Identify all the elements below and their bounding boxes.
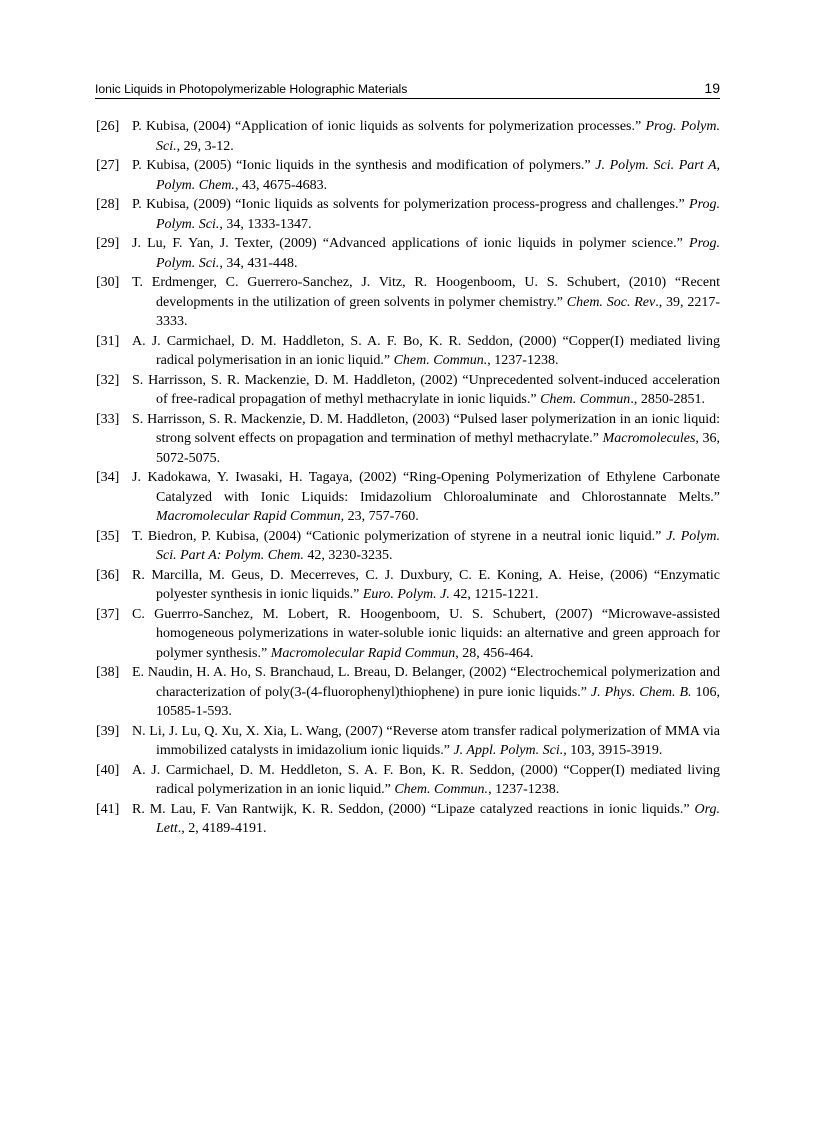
reference-journal: Chem. Soc. Rev <box>566 294 656 310</box>
reference-journal: Prog. Polym. Sci. <box>156 197 721 232</box>
reference-details: ., 2, 4189-4191. <box>177 821 267 836</box>
reference-item <box>96 722 720 761</box>
reference-journal: J. Phys. Chem. B. <box>590 684 692 700</box>
reference-item <box>96 410 720 469</box>
reference-details: , 34, 431-448. <box>219 255 298 271</box>
reference-number: [40] <box>96 762 120 778</box>
reference-journal: Euro. Polym. J. <box>362 587 450 602</box>
reference-details: , 23, 757-760. <box>340 509 419 524</box>
reference-details: ., 2850-2851. <box>630 392 705 407</box>
reference-item <box>96 234 720 273</box>
reference-text: J. Lu, F. Yan, J. Texter, (2009) “Advanced applications of ionic liquids in polymer science.” <box>132 236 683 251</box>
reference-list <box>96 117 720 839</box>
reference-number: [35] <box>96 528 120 544</box>
reference-details: ., 39, 2217-3333. <box>156 294 721 329</box>
reference-details: , 103, 3915-3919. <box>563 743 663 758</box>
running-title: Ionic Liquids in Photopolymerizable Holographic Materials <box>95 82 408 96</box>
reference-journal: J. Polym. Sci. Part A: Polym. Chem. <box>156 528 721 563</box>
reference-journal: Chem. Commun <box>540 392 631 407</box>
reference-details: 42, 1215-1221. <box>449 587 539 602</box>
reference-item <box>96 156 720 195</box>
reference-number: [39] <box>96 723 120 739</box>
reference-number: [33] <box>96 411 120 427</box>
reference-number: [29] <box>96 236 120 251</box>
reference-number: [32] <box>96 372 120 388</box>
reference-number: [36] <box>96 567 120 583</box>
reference-journal: J. Appl. Polym. Sci. <box>453 743 564 758</box>
reference-item <box>96 605 720 664</box>
reference-item <box>96 273 720 332</box>
reference-item <box>96 761 720 800</box>
reference-item <box>96 117 720 156</box>
reference-text: S. Harrisson, S. R. Mackenzie, D. M. Haddleton, (2003) “Pulsed laser polymerization in an ionic liquid: strong solvent effects on propagation and termination of methyl methacrylate.” <box>132 411 720 446</box>
reference-details: , 43, 4675-4683. <box>234 177 328 193</box>
reference-journal: Org. Lett <box>156 801 720 836</box>
reference-journal: Macromolecular Rapid Commun <box>270 645 456 661</box>
reference-number: [31] <box>96 333 120 349</box>
reference-item <box>96 468 720 527</box>
reference-text: J. Kadokawa, Y. Iwasaki, H. Tagaya, (2002) “Ring-Opening Polymerization of Ethylene Carbonate Catalyzed with Ionic Liquids: Imidazolium Chloroaluminate and Chlorostannate Melts.” <box>132 470 720 505</box>
reference-journal: Prog. Polym. Sci. <box>156 236 721 271</box>
reference-text: T. Biedron, P. Kubisa, (2004) “Cationic polymerization of styrene in a neutral ionic liquid.” <box>132 528 662 544</box>
reference-text: R. M. Lau, F. Van Rantwijk, K. R. Seddon, (2000) “Lipaze catalyzed reactions in ionic liquids.” <box>132 801 690 817</box>
reference-item <box>96 663 720 722</box>
reference-number: [26] <box>96 119 120 134</box>
reference-text: P. Kubisa, (2009) “Ionic liquids as solvents for polymerization process-progress and challenges.” <box>132 197 685 212</box>
reference-text: A. J. Carmichael, D. M. Heddleton, S. A. F. Bon, K. R. Seddon, (2000) “Copper(I) mediated living radical polymerization in an ionic liquid.” <box>132 762 720 797</box>
page-header <box>95 78 720 99</box>
reference-details: , 1237-1238. <box>487 353 559 368</box>
reference-details: 106, 10585-1-593. <box>156 684 720 719</box>
reference-item <box>96 371 720 410</box>
reference-number: [27] <box>96 158 120 173</box>
reference-number: [41] <box>96 801 120 817</box>
reference-text: P. Kubisa, (2005) “Ionic liquids in the synthesis and modification of polymers.” <box>132 158 591 173</box>
reference-details: 42, 3230-3235. <box>303 548 393 563</box>
reference-number: [38] <box>96 665 120 680</box>
reference-journal: Chem. Commun. <box>393 353 488 368</box>
reference-text: N. Li, J. Lu, Q. Xu, X. Xia, L. Wang, (2007) “Reverse atom transfer radical polymerization of MMA via immobilized catalysts in imidazolium ionic liquids.” <box>132 723 720 758</box>
reference-details: , 28, 456-464. <box>455 645 534 661</box>
reference-journal: Prog. Polym. Sci. <box>156 119 720 154</box>
reference-item <box>96 566 720 605</box>
reference-details: , 1237-1238. <box>488 782 560 797</box>
reference-number: [30] <box>96 275 120 290</box>
reference-text: T. Erdmenger, C. Guerrero-Sanchez, J. Vitz, R. Hoogenboom, U. S. Schubert, (2010) “Recent developments in the utilization of green solvents in polymer chemistry.” <box>132 275 720 310</box>
reference-item <box>96 332 720 371</box>
reference-text: A. J. Carmichael, D. M. Haddleton, S. A. F. Bo, K. R. Seddon, (2000) “Copper(I) mediated living radical polymerisation in an ionic liquid.” <box>132 333 720 368</box>
reference-number: [34] <box>96 470 120 485</box>
reference-number: [28] <box>96 197 120 212</box>
reference-text: E. Naudin, H. A. Ho, S. Branchaud, L. Breau, D. Belanger, (2002) “Electrochemical polymerization and characterization of poly(3-(4-fluorophenyl)thiophene) in pure ionic liquids.” <box>132 665 720 700</box>
reference-journal: Macromolecular Rapid Commun <box>156 509 341 524</box>
reference-number: [37] <box>96 606 120 622</box>
reference-text: R. Marcilla, M. Geus, D. Mecerreves, C. J. Duxbury, C. E. Koning, A. Heise, (2006) “Enzymatic polyester synthesis in ionic liquids.” <box>132 567 720 602</box>
reference-journal: J. Polym. Sci. Part A, Polym. Chem. <box>156 158 720 193</box>
reference-details: , 29, 3-12. <box>176 138 234 154</box>
reference-item <box>96 527 720 566</box>
reference-journal: Macromolecules <box>602 431 696 446</box>
reference-item <box>96 195 720 234</box>
reference-details: , 34, 1333-1347. <box>219 216 312 232</box>
reference-journal: Chem. Commun. <box>394 782 489 797</box>
reference-text: S. Harrisson, S. R. Mackenzie, D. M. Haddleton, (2002) “Unprecedented solvent-induced acceleration of free-radical propagation of methyl methacrylate in ionic liquids.” <box>132 372 720 407</box>
reference-text: C. Guerrro-Sanchez, M. Lobert, R. Hoogenboom, U. S. Schubert, (2007) “Microwave-assisted homogeneous polymerizations in water-soluble ionic liquids: an alternative and green approach for polymer synthesis.” <box>132 606 720 661</box>
page-number: 19 <box>704 80 720 96</box>
reference-item <box>96 800 720 839</box>
reference-details: , 36, 5072-5075. <box>156 431 720 466</box>
reference-text: P. Kubisa, (2004) “Application of ionic liquids as solvents for polymerization processes.” <box>132 119 642 134</box>
